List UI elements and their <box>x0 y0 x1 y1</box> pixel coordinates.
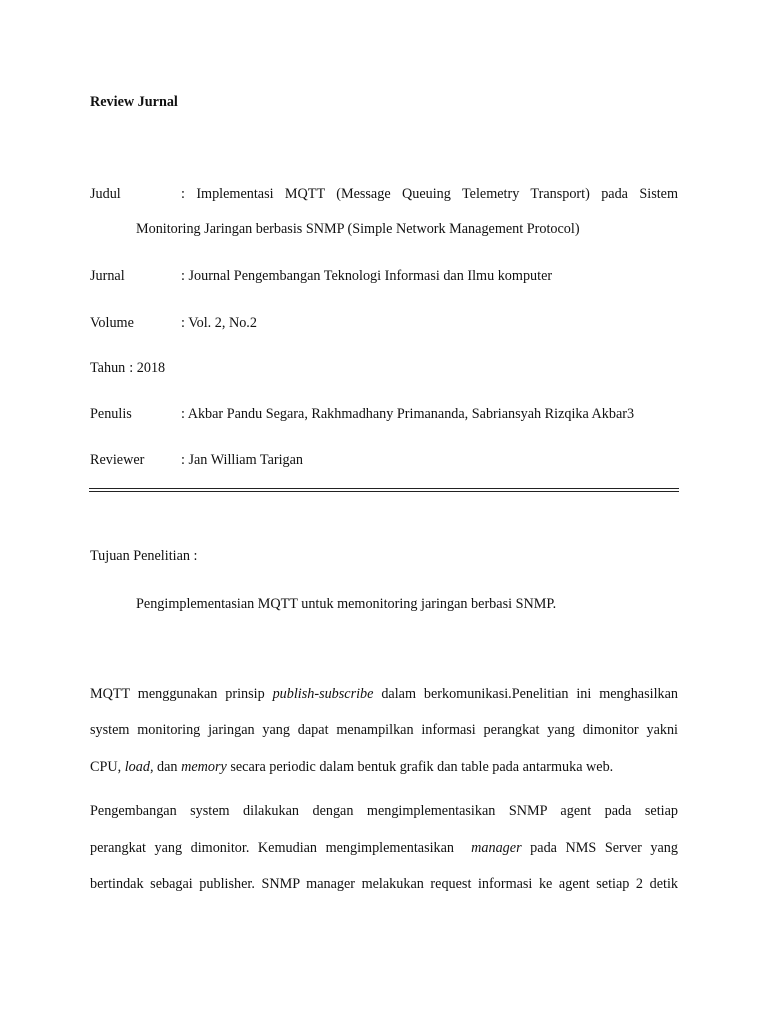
judul-label: Judul <box>90 186 121 202</box>
para1-line3-a: CPU, <box>90 759 125 775</box>
judul-value-line1: : Implementasi MQTT (Message Queuing Telemetry Transport) pada Sistem <box>181 186 678 202</box>
penulis-value: : Akbar Pandu Segara, Rakhmadhany Primananda, Sabriansyah Rizqika Akbar3 <box>181 406 635 422</box>
tujuan-text: Pengimplementasian MQTT untuk memonitoring jaringan berbasi SNMP. <box>136 596 557 612</box>
para1-line1-em: publish-subscribe <box>272 686 374 702</box>
tahun-label: Tahun <box>90 360 126 376</box>
divider-bottom <box>89 491 679 492</box>
para1-line1-b: dalam berkomunikasi.Penelitian ini menghasilkan <box>373 686 678 702</box>
tahun-row <box>90 361 165 375</box>
para2-line2-em: manager <box>471 840 522 856</box>
para1-line3 <box>90 760 613 774</box>
volume-value: : Vol. 2, No.2 <box>181 315 257 331</box>
para1-line2: system monitoring jaringan yang dapat menampilkan informasi perangkat yang dimonitor yakni <box>90 722 678 738</box>
judul-value-line2: Monitoring Jaringan berbasis SNMP (Simple Network Management Protocol) <box>136 221 580 237</box>
para1-line1-a: MQTT menggunakan prinsip <box>90 686 273 702</box>
para2-line1: Pengembangan system dilakukan dengan mengimplementasikan SNMP agent pada setiap <box>90 803 678 819</box>
para2-line2 <box>90 841 678 855</box>
para2-line2-b: pada NMS Server yang <box>521 840 678 856</box>
para1-line3-em1: load <box>124 759 150 775</box>
page-title: Review Jurnal <box>90 94 178 110</box>
para1-line1 <box>90 687 678 701</box>
tahun-value: : 2018 <box>129 360 166 376</box>
penulis-label: Penulis <box>90 406 132 422</box>
para1-line3-em2: memory <box>181 759 227 775</box>
jurnal-value: : Journal Pengembangan Teknologi Informasi dan Ilmu komputer <box>181 268 553 284</box>
reviewer-value: : Jan William Tarigan <box>181 452 304 468</box>
jurnal-label: Jurnal <box>90 268 125 284</box>
volume-label: Volume <box>90 315 134 331</box>
divider-top <box>89 488 679 489</box>
para2-line3: bertindak sebagai publisher. SNMP manager melakukan request informasi ke agent setiap 2 detik <box>90 876 678 892</box>
para1-line3-b: , dan <box>149 759 182 775</box>
reviewer-label: Reviewer <box>90 452 145 468</box>
tujuan-heading: Tujuan Penelitian : <box>90 548 198 564</box>
para1-line3-c: secara periodic dalam bentuk grafik dan table pada antarmuka web. <box>226 759 614 775</box>
para2-line2-a: perangkat yang dimonitor. Kemudian mengimplementasikan <box>90 840 472 856</box>
